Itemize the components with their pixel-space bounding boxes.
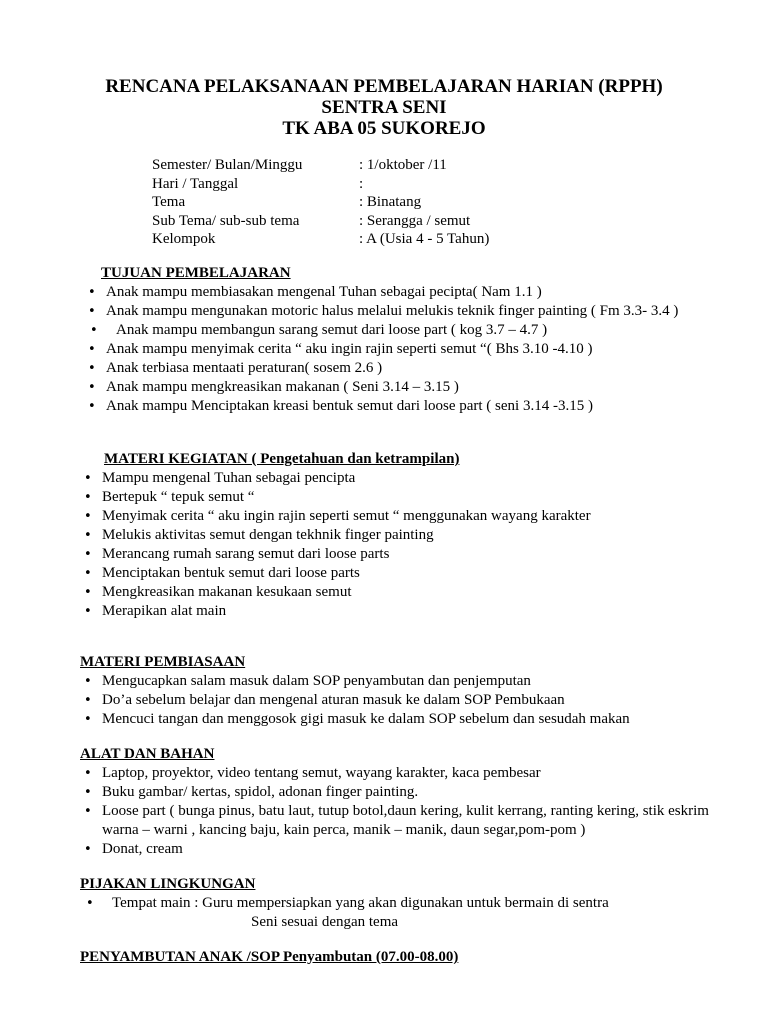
list-item: • Bertepuk “ tepuk semut “ (78, 488, 738, 507)
list-item: • Anak mampu menyimak cerita “ aku ingin rajin seperti semut “( Bhs 3.10 -4.10 ) (82, 340, 722, 359)
meta-row (152, 156, 489, 175)
list-item: • Anak mampu membangun sarang semut dari loose part ( kog 3.7 – 4.7 ) (82, 321, 722, 340)
section-heading-alat-bahan: ALAT DAN BAHAN (80, 746, 215, 762)
list-item: • Anak mampu mengunakan motoric halus melalui melukis teknik finger painting ( Fm 3.3- 3.4 ) (82, 302, 722, 321)
meta-value: : Serangga / semut (359, 212, 471, 229)
list-item: • Melukis aktivitas semut dengan tekhnik finger painting (78, 526, 738, 545)
meta-row (152, 230, 489, 249)
pijakan-list (78, 894, 758, 913)
materi-kegiatan-list (78, 469, 738, 621)
list-item: • Mencuci tangan dan menggosok gigi masuk ke dalam SOP sebelum dan sesudah makan (78, 710, 748, 729)
section-heading-materi-kegiatan: MATERI KEGIATAN ( Pengetahuan dan ketrampilan) (104, 451, 460, 467)
meta-label: Kelompok (152, 231, 216, 247)
section-heading-materi-pembiasaan: MATERI PEMBIASAAN (80, 654, 246, 670)
meta-value: : Binatang (359, 194, 422, 210)
meta-label: Semester/ Bulan/Minggu (152, 157, 303, 173)
list-item: • Merapikan alat main (78, 602, 738, 621)
pijakan-continuation: Seni sesuai dengan tema (251, 914, 399, 930)
tujuan-list (82, 283, 722, 416)
meta-label: Tema (152, 194, 186, 210)
list-item: • Mampu mengenal Tuhan sebagai pencipta (78, 469, 738, 488)
list-item: • Menciptakan bentuk semut dari loose parts (78, 564, 738, 583)
list-item: • Loose part ( bunga pinus, batu laut, tutup botol,daun kering, kulit kerrang, ranting kering, stik eskrim warna – warni , kancing baju, kain perca, manik – manik, daun segar,pom-pom ) (78, 802, 718, 840)
meta-row (152, 175, 489, 194)
doc-title-line1: RENCANA PELAKSANAAN PEMBELAJARAN HARIAN (RPPH) (105, 76, 663, 97)
list-item: • Tempat main : Guru mempersiapkan yang akan digunakan untuk bermain di sentra (78, 894, 758, 913)
meta-label: Sub Tema/ sub-sub tema (152, 212, 300, 229)
list-item: • Merancang rumah sarang semut dari loose parts (78, 545, 738, 564)
list-item: • Anak terbiasa mentaati peraturan( sosem 2.6 ) (82, 359, 722, 378)
meta-value: : A (Usia 4 - 5 Tahun) (359, 231, 490, 247)
section-heading-pijakan: PIJAKAN LINGKUNGAN (80, 876, 256, 892)
list-item: • Mengkreasikan makanan kesukaan semut (78, 583, 738, 602)
meta-value: : (359, 175, 364, 192)
meta-row (152, 193, 489, 212)
alat-bahan-list (78, 764, 718, 859)
list-item: • Menyimak cerita “ aku ingin rajin seperti semut “ menggunakan wayang karakter (78, 507, 738, 526)
meta-value: : 1/oktober /11 (359, 157, 447, 173)
meta-row (152, 212, 489, 231)
list-item: • Donat, cream (78, 840, 718, 859)
list-item: • Anak mampu Menciptakan kreasi bentuk semut dari loose part ( seni 3.14 -3.15 ) (82, 397, 722, 416)
list-item: • Do’a sebelum belajar dan mengenal aturan masuk ke dalam SOP Pembukaan (78, 691, 748, 710)
meta-label: Hari / Tanggal (152, 175, 239, 192)
list-item: • Laptop, proyektor, video tentang semut, wayang karakter, kaca pembesar (78, 764, 718, 783)
doc-title-line3: TK ABA 05 SUKOREJO (282, 118, 486, 139)
doc-title-line2: SENTRA SENI (321, 97, 447, 118)
list-item: • Mengucapkan salam masuk dalam SOP penyambutan dan penjemputan (78, 672, 748, 691)
section-heading-tujuan: TUJUAN PEMBELAJARAN (101, 265, 291, 281)
list-item: • Anak mampu mengkreasikan makanan ( Seni 3.14 – 3.15 ) (82, 378, 722, 397)
section-heading-penyambutan: PENYAMBUTAN ANAK /SOP Penyambutan (07.00-08.00) (80, 949, 459, 965)
list-item: • Anak mampu membiasakan mengenal Tuhan sebagai pecipta( Nam 1.1 ) (82, 283, 722, 302)
materi-pembiasaan-list (78, 672, 748, 729)
meta-table (152, 156, 489, 249)
list-item: • Buku gambar/ kertas, spidol, adonan finger painting. (78, 783, 718, 802)
